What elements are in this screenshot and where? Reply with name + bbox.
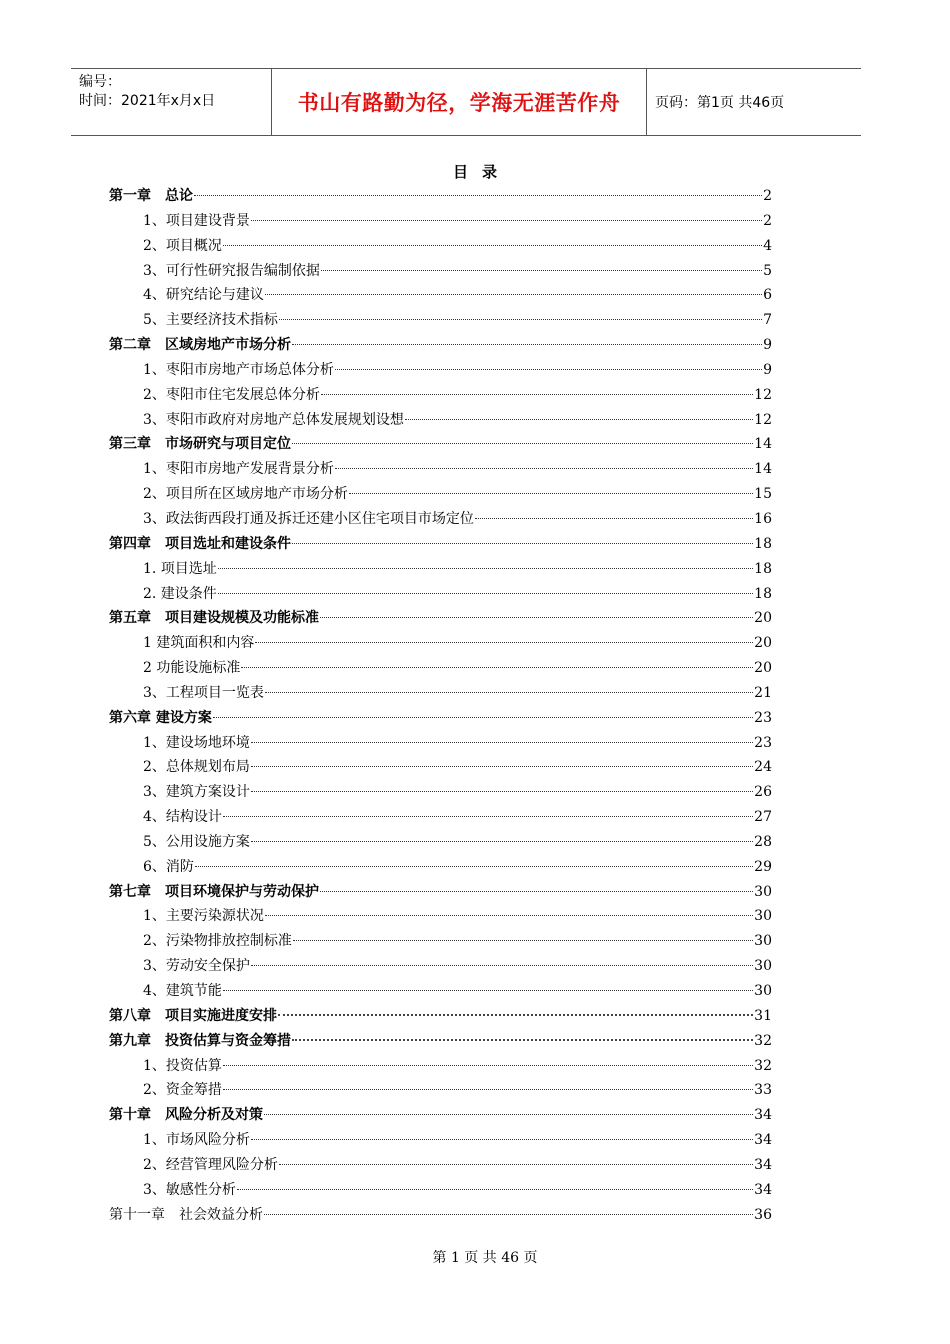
toc-leader-dots xyxy=(349,492,753,494)
toc-page-number: 9 xyxy=(763,361,772,378)
toc-entry-title: 第四章 项目选址和建设条件 xyxy=(109,535,291,552)
toc-entry-title: 第九章 投资估算与资金筹措 xyxy=(109,1032,291,1049)
toc-leader-dots xyxy=(223,1064,753,1066)
toc-section-entry[interactable] xyxy=(109,259,772,284)
page-footer: 第 1 页 共 46 页 xyxy=(432,1250,538,1266)
toc-entry-title: 3、敏感性分析 xyxy=(143,1181,236,1198)
toc-entry-title: 2、项目所在区域房地产市场分析 xyxy=(143,486,348,503)
toc-chapter-entry[interactable] xyxy=(109,333,772,358)
toc-leader-dots xyxy=(223,815,753,817)
toc-entry-title: 2、枣阳市住宅发展总体分析 xyxy=(143,386,320,403)
toc-page-number: 30 xyxy=(754,958,772,975)
toc-leader-dots xyxy=(223,989,753,991)
toc-entry-title: 第七章 项目环境保护与劳动保护 xyxy=(109,883,319,900)
toc-entry-title: 6、消防 xyxy=(143,858,194,875)
toc-section-entry[interactable] xyxy=(109,283,772,308)
toc-entry-title: 2. 建设条件 xyxy=(143,585,217,602)
toc-entry-title: 第十章 风险分析及对策 xyxy=(109,1107,263,1124)
toc-leader-dots xyxy=(195,865,753,867)
toc-leader-dots xyxy=(194,194,762,196)
toc-chapter-entry[interactable] xyxy=(109,1004,772,1029)
toc-chapter-entry[interactable] xyxy=(109,706,772,731)
header-time-label: 时间：2021年x月x日 xyxy=(79,93,216,109)
toc-section-entry[interactable] xyxy=(109,358,772,383)
toc-leader-dots xyxy=(255,641,753,643)
toc-section-entry[interactable] xyxy=(109,408,772,433)
toc-section-entry[interactable] xyxy=(109,209,772,234)
toc-chapter-entry[interactable] xyxy=(109,1203,772,1228)
toc-entry-title: 2、经营管理风险分析 xyxy=(143,1156,278,1173)
toc-leader-dots xyxy=(292,542,753,544)
toc-entry-title: 4、结构设计 xyxy=(143,809,222,826)
toc-page-number: 26 xyxy=(754,784,772,801)
toc-entry-title: 第六章 建设方案 xyxy=(109,709,212,726)
toc-section-entry[interactable] xyxy=(109,1054,772,1079)
toc-entry-title: 1、市场风险分析 xyxy=(143,1132,250,1149)
toc-leader-dots xyxy=(251,964,753,966)
toc-section-entry[interactable] xyxy=(109,855,772,880)
toc-entry-title: 3、枣阳市政府对房地产总体发展规划设想 xyxy=(143,411,404,428)
toc-entry-title: 第十一章 社会效益分析 xyxy=(109,1206,263,1223)
toc-section-entry[interactable] xyxy=(109,656,772,681)
toc-leader-dots xyxy=(251,1138,753,1140)
toc-leader-dots xyxy=(264,1113,753,1115)
header-page-info: 页码：第1页 共46页 xyxy=(655,95,785,111)
toc-section-entry[interactable] xyxy=(109,557,772,582)
toc-section-entry[interactable] xyxy=(109,507,772,532)
toc-chapter-entry[interactable] xyxy=(109,432,772,457)
toc-section-entry[interactable] xyxy=(109,755,772,780)
toc-leader-dots xyxy=(321,393,753,395)
toc-entry-title: 第五章 项目建设规模及功能标准 xyxy=(109,610,319,627)
toc-leader-dots xyxy=(335,467,753,469)
toc-leader-dots xyxy=(321,269,762,271)
toc-page-number: 4 xyxy=(763,237,772,254)
header-meta xyxy=(71,69,272,135)
toc-entry-title: 第一章 总论 xyxy=(109,188,193,204)
toc-entry-title: 2 功能设施标准 xyxy=(143,660,241,677)
toc-page-number: 20 xyxy=(754,635,772,652)
toc-leader-dots xyxy=(251,219,762,221)
toc-page-number: 30 xyxy=(754,933,772,950)
toc-entry-title: 3、劳动安全保护 xyxy=(143,958,250,975)
toc-section-entry[interactable] xyxy=(109,979,772,1004)
toc-page-number: 20 xyxy=(754,610,772,627)
toc-entry-title: 1、投资估算 xyxy=(143,1057,222,1074)
toc-page-number: 14 xyxy=(754,436,772,453)
toc-leader-dots xyxy=(237,1188,753,1190)
toc-page-number: 34 xyxy=(754,1107,772,1124)
toc-page-number: 24 xyxy=(754,759,772,776)
toc-page-number: 30 xyxy=(754,883,772,900)
toc-entry-title: 3、建筑方案设计 xyxy=(143,784,250,801)
toc-page-number: 32 xyxy=(754,1032,772,1049)
toc-section-entry[interactable] xyxy=(109,681,772,706)
toc-page-number: 23 xyxy=(754,734,772,751)
toc-section-entry[interactable] xyxy=(109,582,772,607)
toc-page-number: 6 xyxy=(763,287,772,304)
toc-leader-dots xyxy=(335,368,762,370)
page-header xyxy=(71,68,861,136)
toc-leader-dots xyxy=(405,418,753,420)
toc-leader-dots xyxy=(223,1088,753,1090)
toc-chapter-entry[interactable] xyxy=(109,880,772,905)
toc-entry-title: 第八章 项目实施进度安排 xyxy=(109,1007,277,1024)
toc-page-number: 30 xyxy=(754,983,772,999)
toc-leader-dots xyxy=(475,517,753,519)
toc-page-number: 32 xyxy=(754,1057,772,1074)
toc-leader-dots xyxy=(292,343,762,345)
toc-chapter-entry[interactable] xyxy=(109,606,772,631)
toc-section-entry[interactable] xyxy=(109,954,772,979)
toc-page-number: 18 xyxy=(754,535,772,552)
toc-leader-dots xyxy=(218,567,753,569)
toc-entry-title: 2、项目概况 xyxy=(143,237,222,254)
toc-section-entry[interactable] xyxy=(109,904,772,929)
toc-page-number: 9 xyxy=(763,337,772,354)
toc-section-entry[interactable] xyxy=(109,731,772,756)
toc-leader-dots xyxy=(278,1013,753,1016)
toc-page-number: 23 xyxy=(754,709,772,726)
toc-page-number: 21 xyxy=(754,684,772,701)
toc-leader-dots xyxy=(218,592,753,594)
toc-leader-dots xyxy=(251,840,753,842)
toc-entry-title: 5、主要经济技术指标 xyxy=(143,312,278,329)
toc-page-number: 16 xyxy=(754,510,772,527)
toc-section-entry[interactable] xyxy=(109,234,772,259)
toc-entry-title: 第二章 区域房地产市场分析 xyxy=(109,337,291,354)
table-of-contents xyxy=(109,184,772,1227)
toc-leader-dots xyxy=(293,939,753,941)
toc-page-number: 2 xyxy=(763,212,772,229)
toc-section-entry[interactable] xyxy=(109,1078,772,1103)
toc-page-number: 2 xyxy=(763,188,772,204)
toc-page-number: 18 xyxy=(754,560,772,577)
toc-page-number: 18 xyxy=(754,585,772,602)
toc-entry-title: 1、枣阳市房地产市场总体分析 xyxy=(143,361,334,378)
toc-page-number: 31 xyxy=(754,1007,772,1024)
toc-page-number: 14 xyxy=(754,461,772,478)
toc-entry-title: 4、建筑节能 xyxy=(143,983,222,999)
toc-leader-dots xyxy=(279,318,762,320)
toc-page-number: 28 xyxy=(754,833,772,850)
toc-section-entry[interactable] xyxy=(109,1128,772,1153)
toc-page-number: 12 xyxy=(754,386,772,403)
toc-section-entry[interactable] xyxy=(109,457,772,482)
toc-leader-dots xyxy=(223,244,762,246)
toc-page-number: 15 xyxy=(754,486,772,503)
toc-entry-title: 1. 项目选址 xyxy=(143,560,217,577)
toc-leader-dots xyxy=(251,765,753,767)
toc-leader-dots xyxy=(251,741,753,743)
toc-section-entry[interactable] xyxy=(109,482,772,507)
toc-leader-dots xyxy=(279,1163,753,1165)
toc-section-entry[interactable] xyxy=(109,1178,772,1203)
toc-entry-title: 2、资金筹措 xyxy=(143,1082,222,1099)
toc-page-number: 12 xyxy=(754,411,772,428)
toc-entry-title: 3、可行性研究报告编制依据 xyxy=(143,262,320,279)
toc-entry-title: 5、公用设施方案 xyxy=(143,833,250,850)
toc-leader-dots xyxy=(241,666,753,668)
toc-page-number: 36 xyxy=(754,1206,772,1223)
toc-leader-dots xyxy=(264,1213,753,1215)
toc-leader-dots xyxy=(320,890,753,892)
toc-section-entry[interactable] xyxy=(109,830,772,855)
toc-leader-dots xyxy=(213,716,753,718)
toc-leader-dots xyxy=(320,616,753,618)
toc-title: 目录 xyxy=(452,163,511,181)
toc-chapter-entry[interactable] xyxy=(109,1029,772,1054)
toc-entry-title: 2、污染物排放控制标准 xyxy=(143,933,292,950)
toc-page-number: 30 xyxy=(754,908,772,925)
toc-entry-title: 第三章 市场研究与项目定位 xyxy=(109,436,291,453)
toc-entry-title: 3、政法街西段打通及拆迁还建小区住宅项目市场定位 xyxy=(143,510,474,527)
toc-leader-dots xyxy=(292,1038,753,1041)
toc-section-entry[interactable] xyxy=(109,383,772,408)
toc-entry-title: 3、工程项目一览表 xyxy=(143,684,264,701)
toc-entry-title: 2、总体规划布局 xyxy=(143,759,250,776)
toc-chapter-entry[interactable] xyxy=(109,184,772,209)
toc-page-number: 20 xyxy=(754,660,772,677)
toc-section-entry[interactable] xyxy=(109,780,772,805)
toc-chapter-entry[interactable] xyxy=(109,1103,772,1128)
toc-entry-title: 1 建筑面积和内容 xyxy=(143,635,255,652)
toc-leader-dots xyxy=(265,914,753,916)
toc-section-entry[interactable] xyxy=(109,308,772,333)
toc-page-number: 33 xyxy=(754,1082,772,1099)
header-number-label: 编号： xyxy=(79,74,121,90)
toc-section-entry[interactable] xyxy=(109,1153,772,1178)
toc-page-number: 27 xyxy=(754,809,772,826)
toc-chapter-entry[interactable] xyxy=(109,532,772,557)
toc-leader-dots xyxy=(292,442,753,444)
toc-page-number: 7 xyxy=(763,312,772,329)
toc-section-entry[interactable] xyxy=(109,631,772,656)
toc-entry-title: 1、枣阳市房地产发展背景分析 xyxy=(143,461,334,478)
toc-entry-title: 4、研究结论与建议 xyxy=(143,287,264,304)
toc-leader-dots xyxy=(251,790,753,792)
toc-page-number: 5 xyxy=(763,262,772,279)
toc-page-number: 34 xyxy=(754,1181,772,1198)
toc-entry-title: 1、建设场地环境 xyxy=(143,734,250,751)
header-motto: 书山有路勤为径，学海无涯苦作舟 xyxy=(272,69,647,135)
toc-entry-title: 1、项目建设背景 xyxy=(143,212,250,229)
toc-page-number: 34 xyxy=(754,1156,772,1173)
toc-leader-dots xyxy=(265,691,753,693)
toc-section-entry[interactable] xyxy=(109,805,772,830)
toc-entry-title: 1、主要污染源状况 xyxy=(143,908,264,925)
toc-page-number: 34 xyxy=(754,1132,772,1149)
toc-section-entry[interactable] xyxy=(109,929,772,954)
toc-leader-dots xyxy=(265,293,762,295)
toc-page-number: 29 xyxy=(754,858,772,875)
